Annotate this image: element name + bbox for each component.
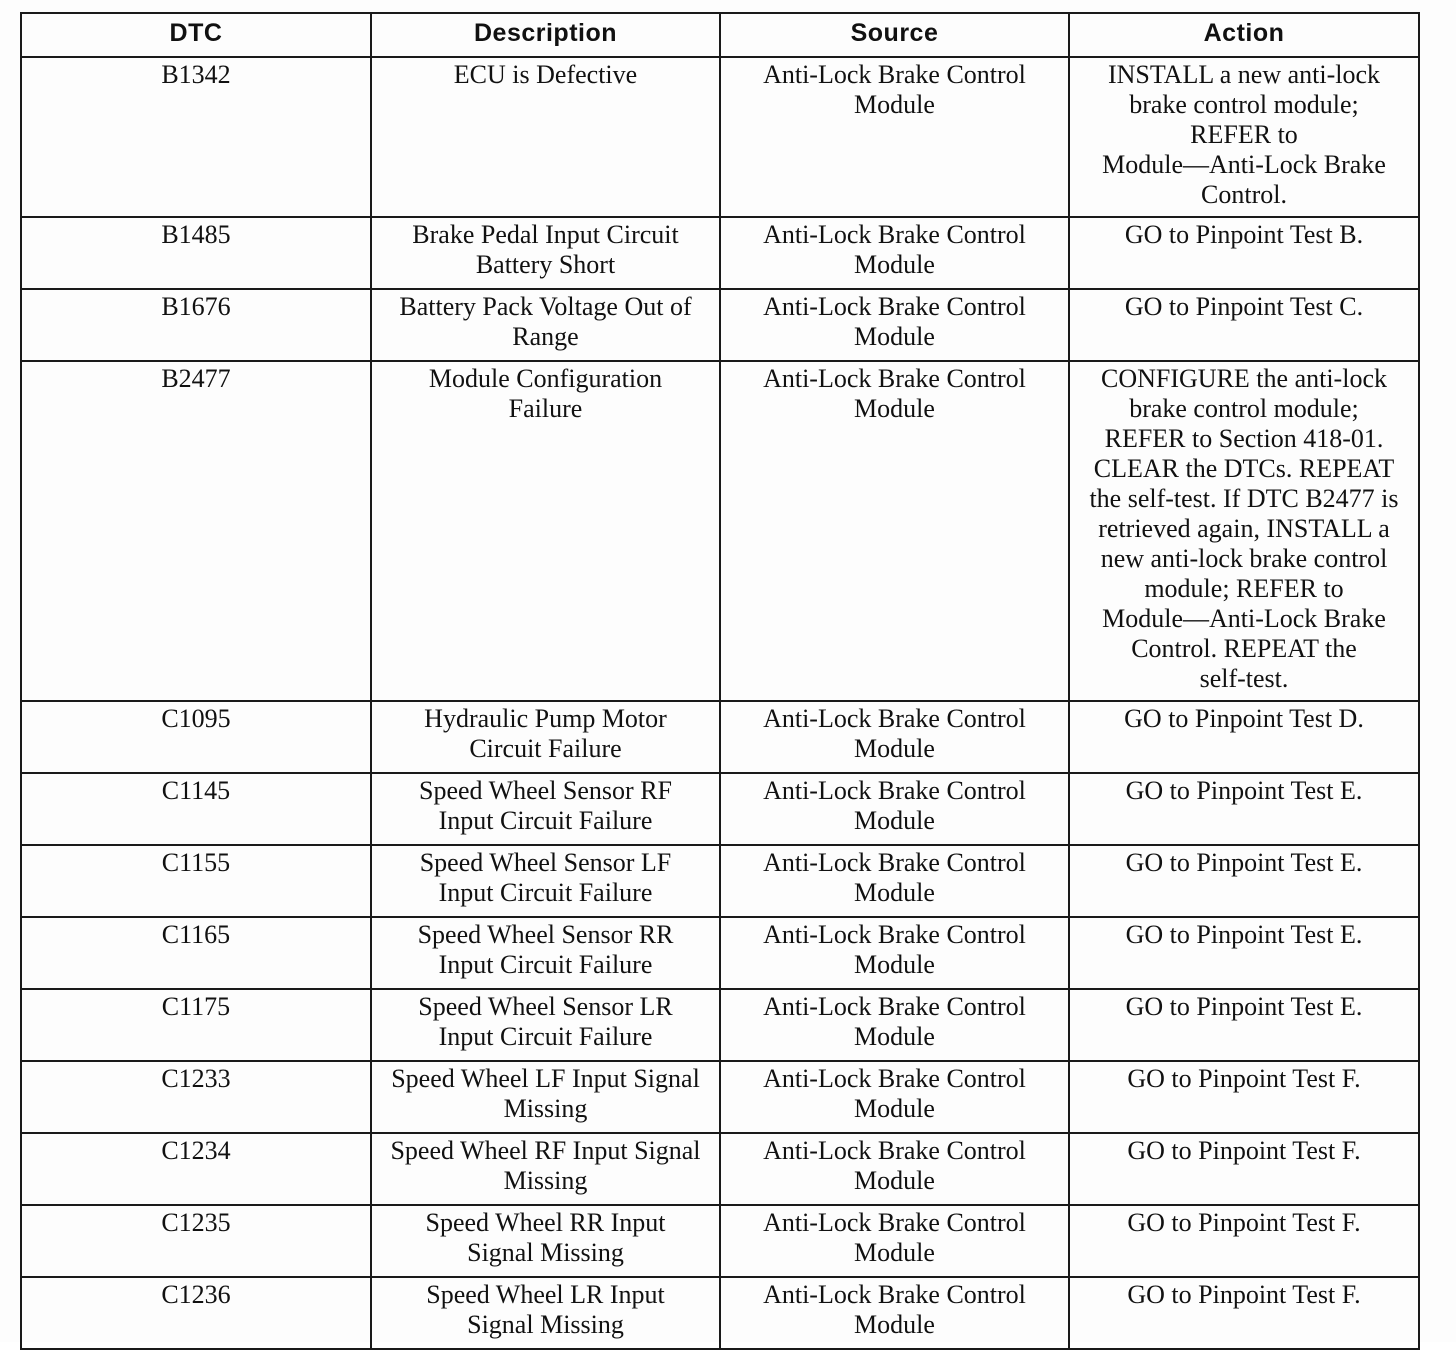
header-dtc: DTC — [21, 13, 371, 57]
action-cell: GO to Pinpoint Test D. — [1069, 701, 1419, 773]
description-cell: Speed Wheel Sensor LF Input Circuit Failure — [371, 845, 720, 917]
action-cell: GO to Pinpoint Test C. — [1069, 289, 1419, 361]
source-cell: Anti-Lock Brake Control Module — [720, 289, 1069, 361]
table-row — [21, 1205, 1419, 1277]
action-cell: CONFIGURE the anti-lock brake control module; REFER to Section 418-01. CLEAR the DTCs. REPEAT the self-test. If DTC B2477 is retrieved again, INSTALL a new anti-lock brake control module; REFER to Module—Anti-Lock Brake Control. REPEAT the self-test. — [1069, 361, 1419, 701]
source-cell: Anti-Lock Brake Control Module — [720, 701, 1069, 773]
dtc-table — [20, 12, 1420, 1350]
header-source: Source — [720, 13, 1069, 57]
dtc-cell: C1095 — [21, 701, 371, 773]
dtc-cell: B1485 — [21, 217, 371, 289]
action-cell: INSTALL a new anti-lock brake control module; REFER to Module—Anti-Lock Brake Control. — [1069, 57, 1419, 217]
action-cell: GO to Pinpoint Test F. — [1069, 1061, 1419, 1133]
source-cell: Anti-Lock Brake Control Module — [720, 773, 1069, 845]
description-cell: Speed Wheel Sensor RR Input Circuit Failure — [371, 917, 720, 989]
table-row — [21, 1061, 1419, 1133]
source-cell: Anti-Lock Brake Control Module — [720, 57, 1069, 217]
table-header — [21, 13, 1419, 57]
table-row — [21, 917, 1419, 989]
description-cell: Speed Wheel Sensor LR Input Circuit Failure — [371, 989, 720, 1061]
table-row — [21, 773, 1419, 845]
dtc-cell: C1175 — [21, 989, 371, 1061]
source-cell: Anti-Lock Brake Control Module — [720, 1061, 1069, 1133]
dtc-cell: B1342 — [21, 57, 371, 217]
source-cell: Anti-Lock Brake Control Module — [720, 1277, 1069, 1349]
dtc-cell: C1165 — [21, 917, 371, 989]
source-cell: Anti-Lock Brake Control Module — [720, 917, 1069, 989]
dtc-cell: C1145 — [21, 773, 371, 845]
action-cell: GO to Pinpoint Test E. — [1069, 773, 1419, 845]
dtc-cell: C1236 — [21, 1277, 371, 1349]
source-cell: Anti-Lock Brake Control Module — [720, 1205, 1069, 1277]
header-row — [21, 13, 1419, 57]
table-row — [21, 845, 1419, 917]
description-cell: Speed Wheel Sensor RF Input Circuit Failure — [371, 773, 720, 845]
action-cell: GO to Pinpoint Test B. — [1069, 217, 1419, 289]
source-cell: Anti-Lock Brake Control Module — [720, 1133, 1069, 1205]
action-cell: GO to Pinpoint Test E. — [1069, 989, 1419, 1061]
table-row — [21, 1277, 1419, 1349]
action-cell: GO to Pinpoint Test F. — [1069, 1205, 1419, 1277]
description-cell: Module Configuration Failure — [371, 361, 720, 701]
table-row — [21, 361, 1419, 701]
source-cell: Anti-Lock Brake Control Module — [720, 361, 1069, 701]
dtc-cell: B2477 — [21, 361, 371, 701]
source-cell: Anti-Lock Brake Control Module — [720, 217, 1069, 289]
table-body — [21, 57, 1419, 1349]
action-cell: GO to Pinpoint Test E. — [1069, 845, 1419, 917]
table-row — [21, 1133, 1419, 1205]
description-cell: Brake Pedal Input Circuit Battery Short — [371, 217, 720, 289]
description-cell: Speed Wheel LR Input Signal Missing — [371, 1277, 720, 1349]
table-row — [21, 701, 1419, 773]
description-cell: ECU is Defective — [371, 57, 720, 217]
action-cell: GO to Pinpoint Test E. — [1069, 917, 1419, 989]
header-description: Description — [371, 13, 720, 57]
description-cell: Hydraulic Pump Motor Circuit Failure — [371, 701, 720, 773]
table-row — [21, 289, 1419, 361]
table-row — [21, 217, 1419, 289]
dtc-cell: C1233 — [21, 1061, 371, 1133]
description-cell: Speed Wheel LF Input Signal Missing — [371, 1061, 720, 1133]
dtc-cell: C1155 — [21, 845, 371, 917]
source-cell: Anti-Lock Brake Control Module — [720, 845, 1069, 917]
dtc-cell: C1235 — [21, 1205, 371, 1277]
action-cell: GO to Pinpoint Test F. — [1069, 1277, 1419, 1349]
dtc-cell: C1234 — [21, 1133, 371, 1205]
table-row — [21, 989, 1419, 1061]
action-cell: GO to Pinpoint Test F. — [1069, 1133, 1419, 1205]
description-cell: Speed Wheel RF Input Signal Missing — [371, 1133, 720, 1205]
table-row — [21, 57, 1419, 217]
description-cell: Battery Pack Voltage Out of Range — [371, 289, 720, 361]
description-cell: Speed Wheel RR Input Signal Missing — [371, 1205, 720, 1277]
header-action: Action — [1069, 13, 1419, 57]
dtc-cell: B1676 — [21, 289, 371, 361]
source-cell: Anti-Lock Brake Control Module — [720, 989, 1069, 1061]
